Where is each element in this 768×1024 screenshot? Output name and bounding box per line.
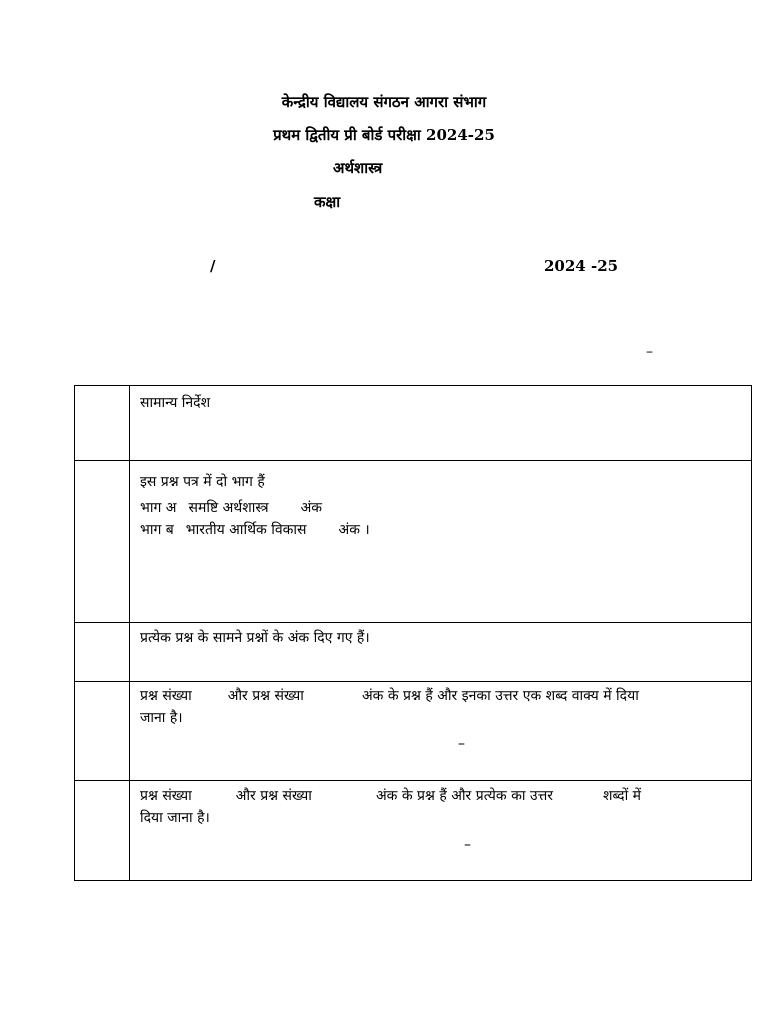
table-row	[75, 682, 752, 781]
part-b-label: भाग ब	[140, 522, 174, 538]
organization-title: केन्द्रीय विद्यालय संगठन आगरा संभाग	[281, 93, 487, 111]
row-number-cell	[75, 623, 130, 682]
instruction-cell	[130, 461, 752, 623]
instruction-line: इस प्रश्न पत्र में दो भाग हैं	[140, 474, 265, 490]
instruction-text: अंक के प्रश्न हैं और इनका उत्तर एक शब्द वाक्य में दिया	[361, 688, 639, 704]
instructions-title-cell	[130, 386, 752, 461]
instructions-table	[74, 385, 752, 881]
part-b-marks: अंक ।	[338, 522, 370, 538]
instruction-body	[130, 461, 751, 541]
instruction-marks-text: प्रत्येक प्रश्न के सामने प्रश्नों के अंक दिए गए हैं।	[140, 630, 370, 646]
exam-title: प्रथम द्वितीय प्री बोर्ड परीक्षा 2024-25	[273, 126, 495, 144]
row-number-cell	[75, 461, 130, 623]
dash-mark: –	[458, 736, 465, 752]
instructions-title: सामान्य निर्देश	[140, 395, 211, 411]
table-row	[75, 461, 752, 623]
class-label: कक्षा	[314, 193, 341, 211]
session-year: 2024 -25	[544, 257, 619, 275]
question-number-label: प्रश्न संख्या	[140, 788, 192, 804]
subject-title: अर्थशास्त्र	[333, 159, 383, 177]
instruction-line	[140, 785, 739, 807]
question-number-label: और प्रश्न संख्या	[235, 788, 312, 804]
dash-mark: –	[646, 344, 653, 360]
instruction-text: अंक के प्रश्न हैं और प्रत्येक का उत्तर	[375, 788, 553, 804]
part-a-marks: अंक	[300, 500, 323, 516]
instruction-cell	[130, 623, 752, 682]
table-row	[75, 623, 752, 682]
part-b-line	[140, 519, 739, 541]
row-number-cell	[75, 682, 130, 781]
instruction-text: दिया जाना है।	[140, 810, 210, 826]
question-number-label: प्रश्न संख्या	[140, 688, 192, 704]
table-row	[75, 781, 752, 881]
instruction-body	[130, 682, 751, 780]
instruction-text: शब्दों में	[602, 788, 642, 804]
slash-separator: /	[210, 257, 216, 275]
instruction-text: जाना है।	[140, 710, 183, 726]
row-number-cell	[75, 386, 130, 461]
part-a-line	[140, 497, 739, 519]
instruction-cell	[130, 682, 752, 781]
dash-mark: –	[464, 837, 471, 853]
part-a-label: भाग अ	[140, 500, 177, 516]
question-number-label: और प्रश्न संख्या	[227, 688, 304, 704]
instruction-body	[130, 781, 751, 880]
table-row	[75, 386, 752, 461]
row-number-cell	[75, 781, 130, 881]
instruction-line	[140, 685, 739, 707]
part-b-name: भारतीय आर्थिक विकास	[185, 522, 307, 538]
instruction-cell	[130, 781, 752, 881]
part-a-name: समष्टि अर्थशास्त्र	[188, 500, 269, 516]
